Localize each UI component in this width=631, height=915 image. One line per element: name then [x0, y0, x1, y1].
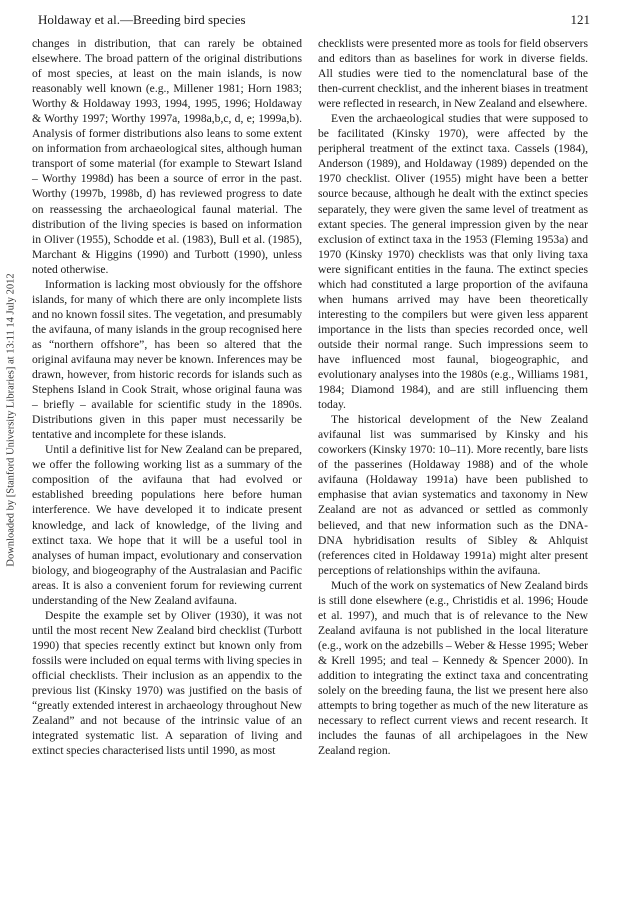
- paragraph: Much of the work on systematics of New Zealand birds is still done elsewhere (e.g., Christidis et al. 1996; Houde et al. 1997), and much that is of relevance to the New Zealand avifauna is not published in the local literature (e.g., work on the adzebills – Weber & Hesse 1995; Weber & Krell 1995; and teal – Kennedy & Spencer 2000). In addition to integrating the extinct taxa and concentrating solely on the breeding fauna, the list we present here also attempts to bring together as much of the new literature as necessary to reflect current views and recent research. It includes the faunas of all archipelagoes in the New Zealand region.: [318, 578, 588, 758]
- right-column: [318, 36, 588, 758]
- paragraph: changes in distribution, that can rarely be obtained elsewhere. The broad pattern of the original distributions of most species, at least on the main islands, is now reasonably well known (e.g., Millener 1981; Horn 1983; Worthy & Holdaway 1993, 1994, 1995, 1996; Holdaway & Worthy 1997; Worthy 1997a, 1998a,b,c, d, e; 1999a,b). Analysis of former distributions also leans to some extent on information from archaeological sites, although human transport of some material (for example to Stewart Island – Worthy 1998d) has been a source of error in the past. Worthy (1997b, 1998b, d) has reviewed progress to date on reassessing the archaeological faunal material. The distribution of the living species is based on information in Oliver (1955), Schodde et al. (1983), Bull et al. (1985), Marchant & Higgins (1990) and Turbott (1990), unless noted otherwise.: [32, 37, 302, 276]
- paragraph: Despite the example set by Oliver (1930), it was not until the most recent New Zealand bird checklist (Turbott 1990) that species recently extinct but known only from fossils were included on equal terms with living species in official checklists. Their inclusion as an appendix to the previous list (Kinsky 1970) was justified on the basis of “greatly extended interest in archaeology throughout New Zealand” and not because of the intrinsic value of an integrated systematic list. A separation of living and extinct species characterised lists until 1990, as most: [32, 608, 302, 758]
- download-sidebar: [4, 180, 18, 660]
- paragraph: Until a definitive list for New Zealand can be prepared, we offer the following working list as a summary of the composition of the avifauna that had evolved or established breeding populations here before human interference. We have developed it to indicate present knowledge, and lack of knowledge, of the living and extinct taxa. We hope that it will be a useful tool in analyses of human impact, evolutionary and conservation biology, and biogeography of the Australasian and Pacific areas. It is also a convenient forum for reviewing current understanding of the New Zealand avifauna.: [32, 443, 302, 607]
- download-notice: Downloaded by [Stanford University Libraries] at 13:11 14 July 2012: [5, 273, 17, 567]
- left-column: [32, 36, 302, 758]
- page-number: 121: [570, 12, 590, 27]
- paragraph: Even the archaeological studies that were supposed to be facilitated (Kinsky 1970), were affected by the peripheral treatment of the extinct taxa. Cassels (1984), Anderson (1989), and Holdaway (1989) depended on the 1970 checklist. Oliver (1955) might have been a better source because, although he dealt with the extinct species separately, they were given the same level of treatment as extant species. The general impression given by the near exclusion of extinct taxa in the 1953 (Fleming 1953a) and 1970 (Kinsky 1970) checklists was that only living taxa were significant entities in the fauna. The extinct species which had constituted a large proportion of the avifauna when humans arrived may have been theoretically interesting to the compilers but were given less apparent importance in the lists than species recorded once, well outside their normal range. Such impressions seem to have influenced most faunal, biogeographic, and evolutionary analyses into the 1980s (e.g., Williams 1981, 1984; Diamond 1984), and are still influencing them today.: [318, 112, 588, 412]
- page-header: [38, 12, 590, 32]
- paragraph: checklists were presented more as tools for field observers and editors than as baselines for work in diverse fields. All studies were tied to the nomenclatural base of the then-current checklist, and the inherent biases in treatment were reflected in research, in New Zealand and elsewhere.: [318, 37, 588, 111]
- running-head: Holdaway et al.—Breeding bird species: [38, 12, 246, 27]
- paragraph: The historical development of the New Zealand avifaunal list was summarised by Kinsky and his coworkers (Kinsky 1970: 10–11). More recently, bare lists of the passerines (Holdaway 1988) and of the whole avifauna (Holdaway 1991a) have been published to emphasise that avian systematics and taxonomy in New Zealand are not as advanced or settled as commonly believed, and that new information such as the DNA-DNA hybridisation results of Sibley & Ahlquist (references cited in Holdaway 1991a) might alter present perceptions of relationships within the avifauna.: [318, 413, 588, 577]
- paragraph: Information is lacking most obviously for the offshore islands, for many of which there are only incomplete lists and no known fossil sites. The vegetation, and presumably the avifauna, of many islands in the group recognised here as “northern offshore”, has been so altered that the original avifauna may never be known. Inferences may be drawn, however, from historic records for islands such as Stephens Island in Cook Strait, whose original fauna was – briefly – available for scientific study in the 1890s. Distributions given in this paper must necessarily be tentative and incomplete for these islands.: [32, 277, 302, 442]
